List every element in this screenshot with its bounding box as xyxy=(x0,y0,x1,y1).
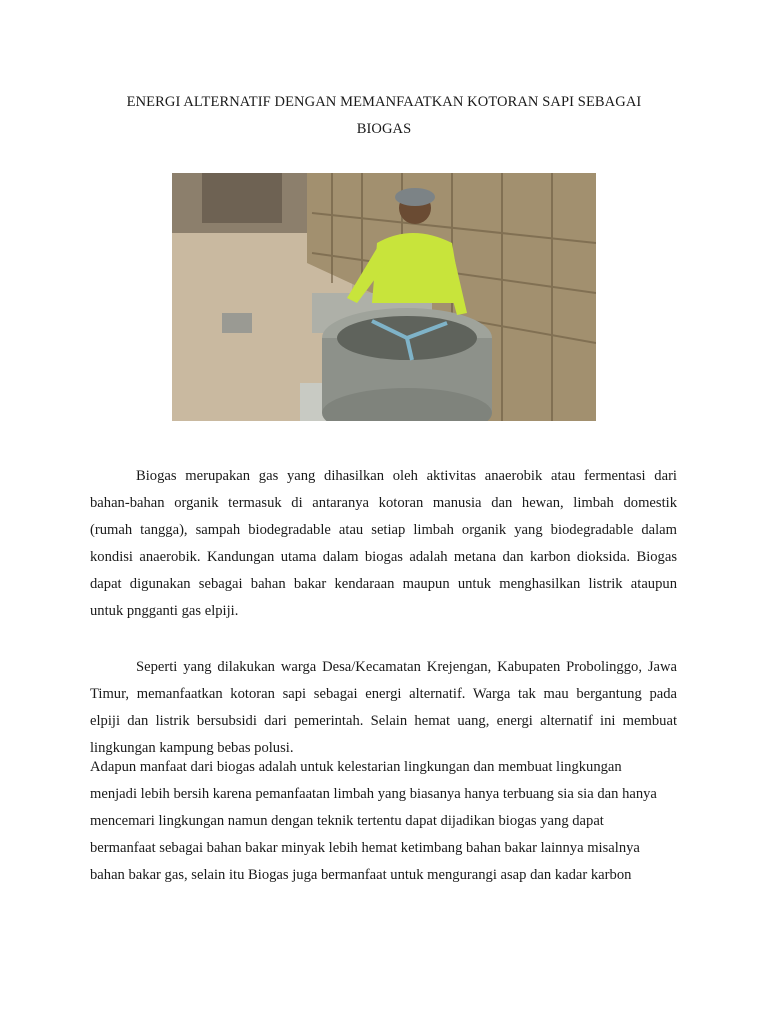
paragraph-1-line-5: dapat digunakan sebagai bahan bakar kendaraan maupun untuk menghasilkan listrik ataupun xyxy=(90,576,677,592)
paragraph-3-line-3: mencemari lingkungan namun dengan teknik tertentu dapat dijadikan biogas yang dapat xyxy=(90,813,604,829)
paragraph-1-line-2: bahan-bahan organik termasuk di antaranya kotoran manusia dan hewan, limbah domestik xyxy=(90,495,677,511)
document-title-line-2: BIOGAS xyxy=(356,121,412,137)
paragraph-1-line-1: Biogas merupakan gas yang dihasilkan oleh aktivitas anaerobik atau fermentasi dari xyxy=(136,468,677,484)
paragraph-1-line-4: kondisi anaerobik. Kandungan utama dalam biogas adalah metana dan karbon dioksida. Biogas xyxy=(90,549,677,565)
document-title-line-1: ENERGI ALTERNATIF DENGAN MEMANFAATKAN KOTORAN SAPI SEBAGAI xyxy=(126,94,642,110)
paragraph-2-line-2: Timur, memanfaatkan kotoran sapi sebagai energi alternatif. Warga tak mau bergantung pada xyxy=(90,686,677,702)
paragraph-3-line-2: menjadi lebih bersih karena pemanfaatan limbah yang biasanya hanya terbuang sia sia dan hanya xyxy=(90,786,657,802)
paragraph-3-line-1: Adapun manfaat dari biogas adalah untuk kelestarian lingkungan dan membuat lingkungan xyxy=(90,759,622,775)
paragraph-1-line-6: untuk pngganti gas elpiji. xyxy=(90,603,239,619)
biogas-digester-photo xyxy=(172,173,596,421)
paragraph-2-line-4: lingkungan kampung bebas polusi. xyxy=(90,740,294,756)
paragraph-1-line-3: (rumah tangga), sampah biodegradable atau setiap limbah organik yang biodegradable dalam xyxy=(90,522,677,538)
paragraph-2-line-3: elpiji dan listrik bersubsidi dari pemerintah. Selain hemat uang, energi alternatif ini membuat xyxy=(90,713,677,729)
paragraph-3-line-4: bermanfaat sebagai bahan bakar minyak lebih hemat ketimbang bahan bakar lainnya misalnya xyxy=(90,840,640,856)
paragraph-3-line-5: bahan bakar gas, selain itu Biogas juga bermanfaat untuk mengurangi asap dan kadar karbon xyxy=(90,867,632,883)
paragraph-2-line-1: Seperti yang dilakukan warga Desa/Kecamatan Krejengan, Kabupaten Probolinggo, Jawa xyxy=(136,659,677,675)
